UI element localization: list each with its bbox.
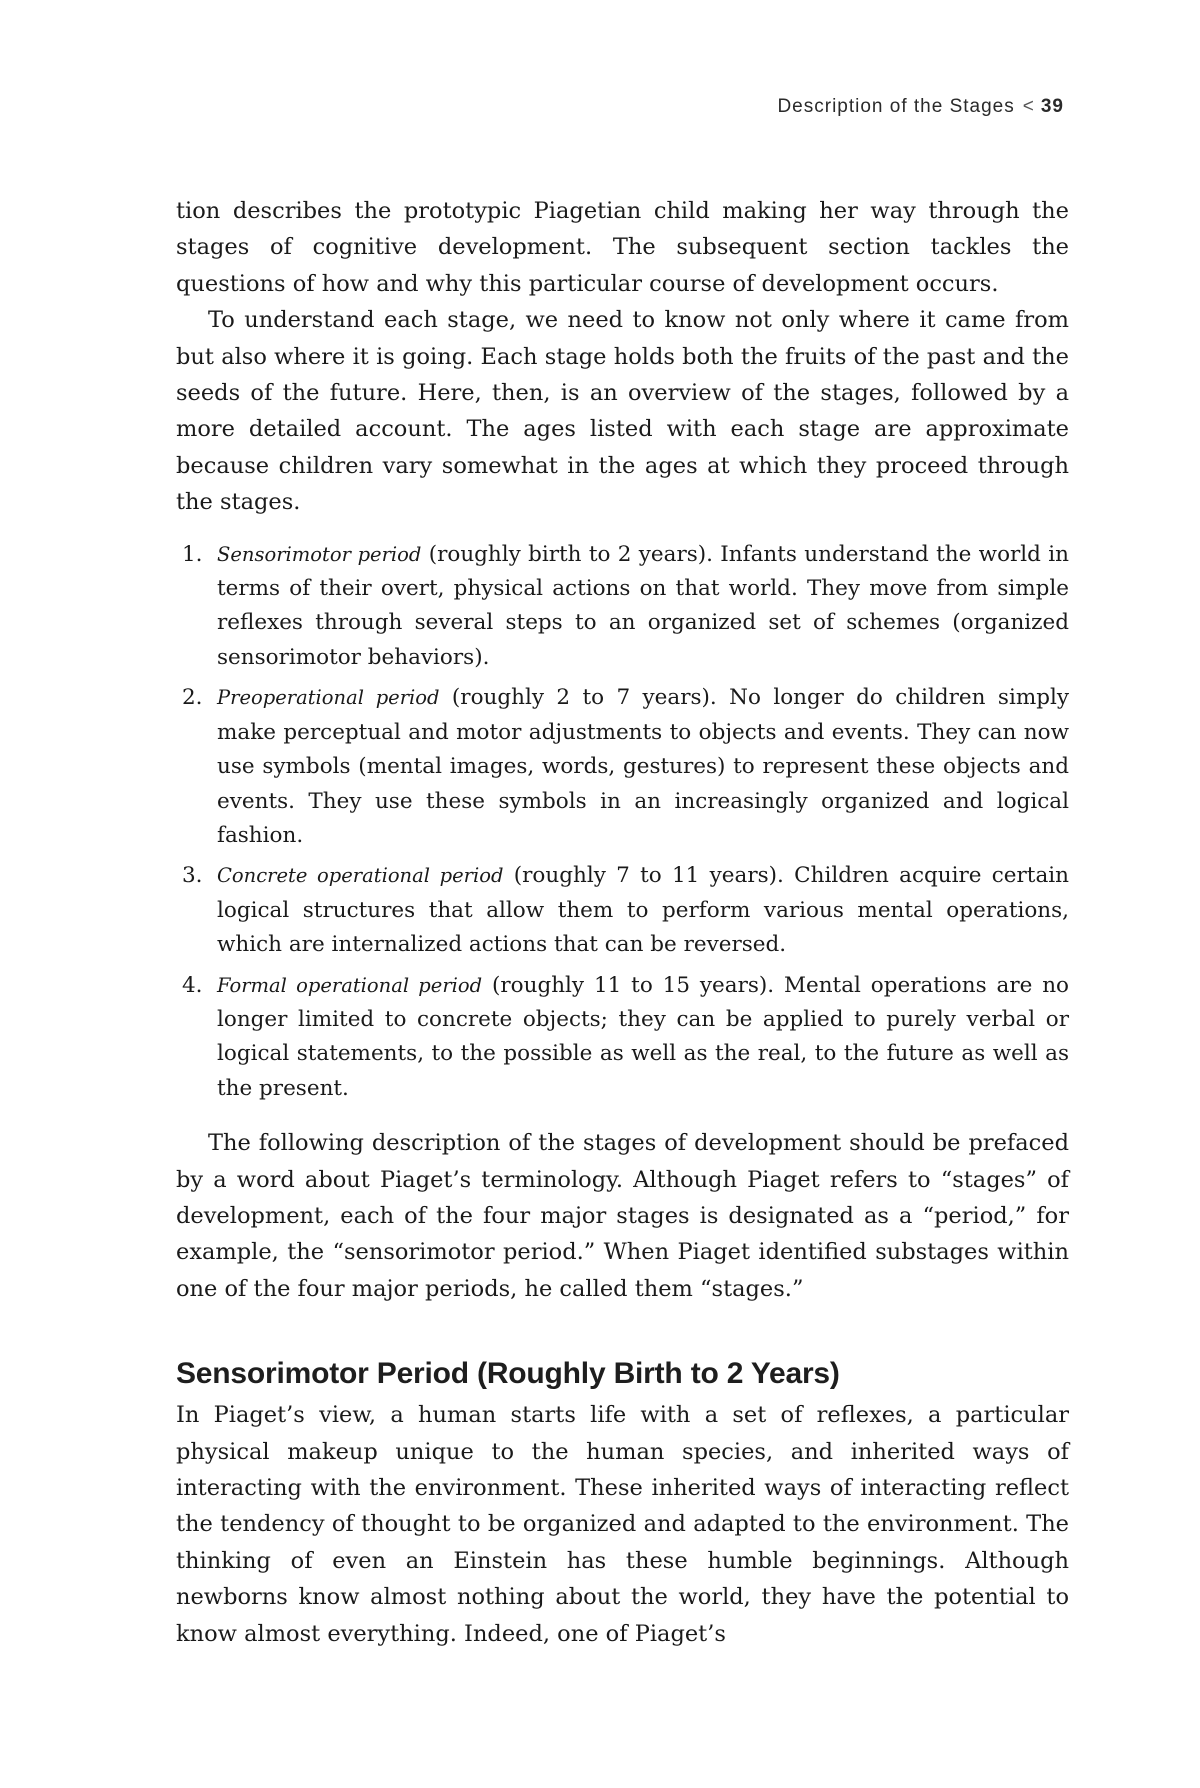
list-item [176, 681, 1069, 853]
stage-name: Concrete operational period [217, 864, 504, 888]
stage-name: Sensorimotor period [217, 542, 422, 566]
overview-paragraph: To understand each stage, we need to know not only where it came from but also where it is going. Each stage holds both the fruits of the past and the seeds of the future. Here, then, is an overview of the stages, followed by a more detailed account. The ages listed with each stage are approximate because children vary somewhat in the ages at which they proceed through the stages. [176, 307, 1069, 516]
list-item [176, 538, 1069, 676]
stage-description: (roughly 11 to 15 years). Mental operations are no longer limited to concrete objects; they can be applied to purely verbal or logical statements, to the possible as well as the real, to the future as well as the present. [217, 972, 1069, 1101]
stage-name: Formal operational period [217, 973, 483, 997]
stages-list [176, 538, 1069, 1107]
list-item-number: 3. [182, 863, 203, 889]
page-number: 39 [1040, 96, 1064, 117]
section-body-paragraph: In Piaget’s view, a human starts life with a set of reflexes, a particular physical makeup unique to the human species, and inherited ways of interacting with the environment. These inherited ways of interacting reflect the tendency of thought to be organized and adapted to the environment. The thinking of even an Einstein has these humble beginnings. Although newborns know almost nothing about the world, they have the potential to know almost everything. Indeed, one of Piaget’s [176, 1402, 1069, 1647]
stage-description: (roughly birth to 2 years). Infants understand the world in terms of their overt, physical actions on that world. They move from simple reflexes through several steps to an organized set of schemes (organized sensorimotor behaviors). [217, 541, 1069, 670]
terminology-paragraph: The following description of the stages of development should be prefaced by a word about Piaget’s terminology. Although Piaget refers to “stages” of development, each of the four major stages is designated as a “period,” for example, the “sensorimotor period.” When Piaget identified substages within one of the four major periods, he called them “stages.” [176, 1130, 1069, 1302]
list-item-number: 1. [182, 541, 203, 567]
body-text [176, 193, 1069, 1652]
list-item [176, 859, 1069, 962]
stage-description: (roughly 2 to 7 years). No longer do children simply make perceptual and motor adjustments to objects and events. They can now use symbols (mental images, words, gestures) to represent these objects and events. They use these symbols in an increasingly organized and logical fashion. [217, 685, 1069, 848]
running-head [777, 96, 1064, 118]
list-item [176, 969, 1069, 1107]
continued-paragraph: tion describes the prototypic Piagetian child making her way through the stages of cognitive development. The subsequent section tackles the questions of how and why this particular course of development occurs. [176, 198, 1069, 297]
stage-description: (roughly 7 to 11 years). Children acquire certain logical structures that allow them to perform various mental operations, which are internalized actions that can be reversed. [217, 863, 1069, 958]
stage-name: Preoperational period [217, 686, 440, 710]
running-head-title: Description of the Stages [777, 96, 1015, 117]
section-heading: Sensorimotor Period (Roughly Birth to 2 Years) [176, 1357, 840, 1391]
list-item-number: 2. [182, 685, 203, 711]
running-head-separator: < [1022, 96, 1035, 117]
list-item-number: 4. [182, 972, 203, 998]
